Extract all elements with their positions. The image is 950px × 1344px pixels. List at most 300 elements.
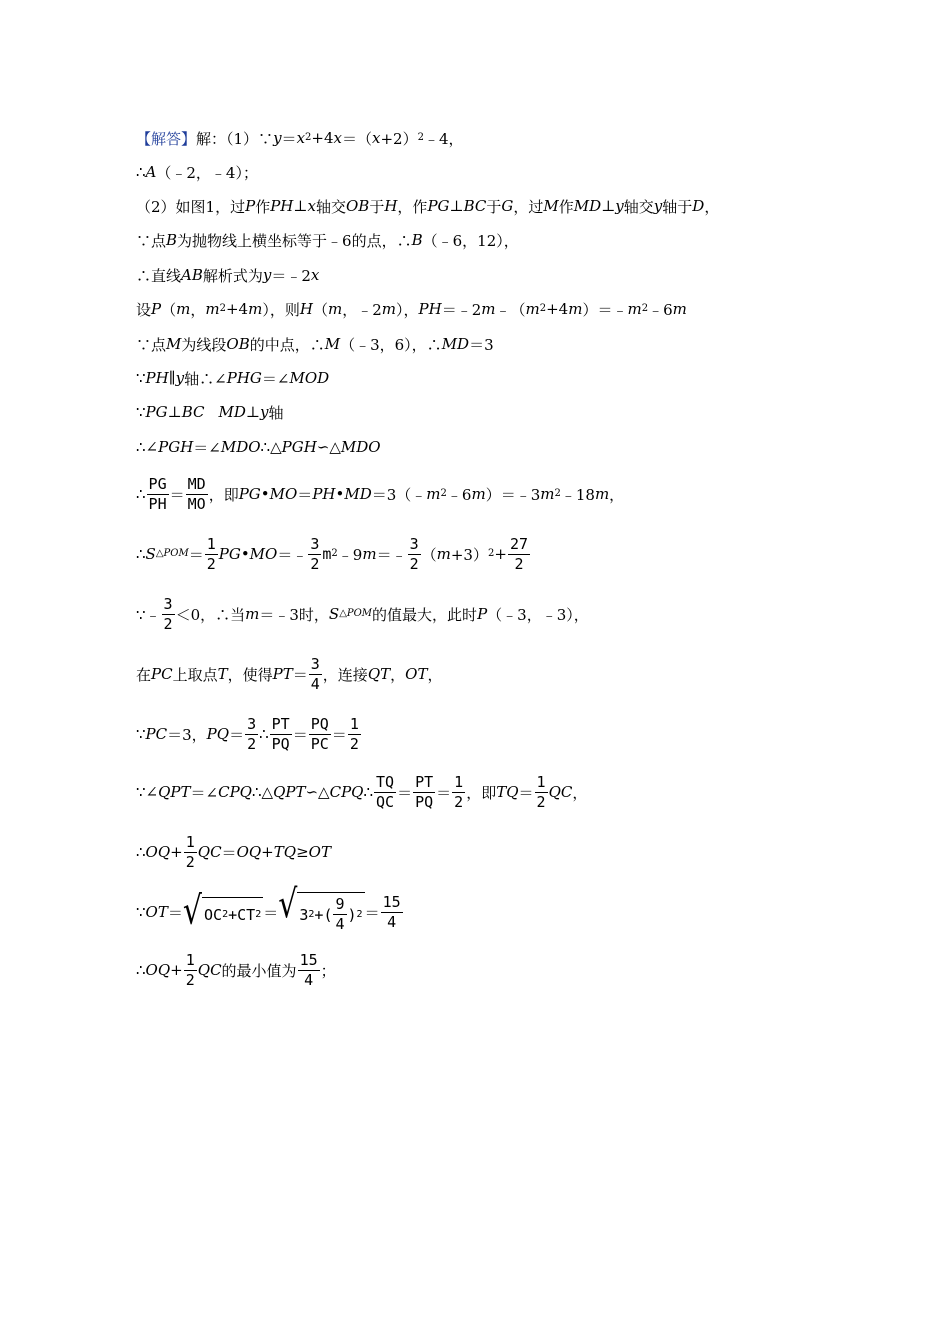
- text: ＝: [263, 903, 279, 922]
- text: 于: [369, 197, 385, 216]
- text: ＝: [297, 485, 313, 504]
- square-root: [278, 882, 364, 933]
- var: m: [362, 545, 377, 563]
- var: x: [310, 266, 320, 284]
- text: •: [260, 485, 270, 503]
- text: ＜0，∴当: [175, 605, 246, 624]
- var: S: [328, 605, 340, 623]
- var: x: [372, 129, 381, 147]
- var: OB: [345, 197, 370, 215]
- var: m: [594, 485, 610, 503]
- text: +: [170, 961, 183, 979]
- var: x: [333, 129, 342, 147]
- var: CPQ: [329, 783, 364, 801]
- numerator: MD: [187, 474, 206, 493]
- solution-line-4: [136, 220, 519, 260]
- var: MO: [249, 545, 278, 563]
- solution-line-12: ∴ S △POM ＝ $\frac{1}{2}$ PG • MO ＝﹣ $\frac{3}{2}$ m 2 ﹣9 m ＝﹣ $\frac{3}{2}$ （ m +3） 2 + $\frac{27}{2}$: [136, 534, 528, 573]
- text: 设: [136, 300, 152, 319]
- text: +(: [314, 905, 333, 924]
- denominator: PQ: [415, 792, 434, 811]
- text: •: [335, 485, 345, 503]
- var: m: [245, 605, 260, 623]
- numerator: 15: [382, 892, 401, 911]
- text: ＝﹣: [277, 545, 308, 564]
- numerator: 15: [299, 950, 318, 969]
- fraction: [184, 832, 197, 871]
- text: ，: [390, 665, 406, 684]
- text: 作: [255, 197, 271, 216]
- text: ): [347, 905, 357, 924]
- var: QC: [197, 961, 222, 979]
- denominator: PQ: [271, 734, 290, 753]
- var: M: [543, 197, 559, 215]
- var: TQ: [496, 783, 519, 801]
- numerator: PT: [415, 772, 434, 791]
- text: （﹣3，﹣3），: [487, 605, 589, 624]
- text: ∴△: [260, 438, 282, 456]
- text: ∴: [136, 961, 146, 979]
- text: ，﹣2: [342, 300, 382, 319]
- var: m: [436, 545, 451, 563]
- var: T: [217, 665, 228, 683]
- text: 为抛物线上横坐标等于﹣6的点，∴: [177, 231, 412, 250]
- var: CPQ: [218, 783, 252, 801]
- fraction: [508, 534, 530, 573]
- fraction: [162, 594, 175, 633]
- fraction: [348, 714, 361, 753]
- text: ∴: [136, 843, 146, 861]
- text: ﹣4，: [423, 129, 464, 148]
- denominator: 2: [206, 554, 216, 573]
- denominator: 4: [335, 915, 345, 933]
- fraction: [205, 534, 218, 573]
- text: ），则: [262, 300, 300, 319]
- var: B: [166, 231, 178, 249]
- text: （: [312, 300, 328, 319]
- numerator: 3: [310, 654, 320, 673]
- denominator: 2: [514, 554, 524, 573]
- fraction: [308, 534, 321, 573]
- var: m: [525, 300, 540, 318]
- var: PH: [145, 369, 169, 387]
- text: +: [261, 843, 274, 861]
- var: MD: [218, 403, 246, 421]
- text: ，即: [466, 783, 497, 802]
- denominator: QC: [376, 792, 395, 811]
- fraction: [535, 772, 548, 811]
- text: ＝3，: [167, 725, 207, 744]
- text: ），: [395, 300, 419, 319]
- text: ∴: [259, 725, 269, 743]
- text: +2）: [380, 129, 418, 148]
- var: MD: [573, 197, 602, 215]
- numerator: 3: [163, 594, 173, 613]
- denominator: 2: [185, 970, 195, 989]
- var: S: [145, 545, 156, 563]
- text: ＝﹣: [376, 545, 407, 564]
- radical-sign: √: [182, 888, 202, 935]
- numerator: 1: [349, 714, 359, 733]
- var: m: [672, 300, 687, 318]
- text: ＝﹣2: [441, 300, 482, 319]
- text: ＝∠: [261, 369, 290, 388]
- fraction: [245, 714, 258, 753]
- fraction: [408, 534, 421, 573]
- text: •: [240, 545, 250, 563]
- text: ＝∠: [190, 783, 219, 802]
- radical-sign: √: [278, 882, 298, 928]
- text: ∴: [363, 783, 374, 801]
- var: m: [248, 300, 263, 318]
- fraction: [270, 714, 292, 753]
- fraction: [298, 950, 320, 989]
- var: MDO: [220, 438, 261, 456]
- var: m: [426, 485, 441, 503]
- text: （2）如图1，过: [136, 197, 246, 216]
- var: P: [477, 605, 488, 623]
- var: m: [540, 485, 555, 503]
- text: ＝: [331, 725, 347, 744]
- var: QT: [367, 665, 391, 683]
- numerator: 1: [206, 534, 216, 553]
- text: （: [421, 545, 437, 564]
- text: ⊥: [293, 197, 308, 215]
- text: 作: [558, 197, 574, 216]
- text: ＝: [169, 485, 185, 504]
- solution-line-16: [136, 768, 587, 816]
- text: 轴∴∠: [184, 369, 227, 388]
- text: ，: [609, 485, 625, 504]
- text: ＝﹣2: [271, 266, 311, 285]
- denominator: 2: [536, 792, 546, 811]
- text: 的值最大，此时: [372, 605, 478, 624]
- denominator: 2: [163, 614, 173, 633]
- subscript: △POM: [339, 608, 373, 619]
- denominator: 4: [310, 674, 320, 693]
- text: ﹣9: [337, 545, 363, 564]
- fraction: [186, 474, 208, 513]
- text: ＝: [188, 545, 204, 564]
- numerator: 1: [536, 772, 546, 791]
- var: OB: [226, 335, 250, 353]
- fraction: [309, 714, 331, 753]
- var: P: [245, 197, 256, 215]
- text: ∥: [168, 369, 176, 387]
- solution-line-11: ∴ $\frac{PG}{PH}$ ＝ $\frac{MD}{MO}$ ，即 PG • MO ＝ PH • MD ＝3（﹣ m 2 ﹣6 m ）＝﹣3 m 2 ﹣18 m ，: [136, 474, 625, 513]
- denominator: 2: [409, 554, 419, 573]
- text: ∴: [136, 163, 146, 181]
- denominator: 2: [247, 734, 257, 753]
- var: m: [327, 300, 343, 318]
- var: QPT: [273, 783, 306, 801]
- text: 上取点: [172, 665, 218, 684]
- var: QPT: [158, 783, 191, 801]
- text: ⊥: [449, 197, 464, 215]
- text: 的中点，∴: [249, 335, 325, 354]
- text: ＝: [436, 783, 452, 802]
- var: B: [411, 231, 423, 249]
- solution-line-18: [136, 882, 404, 936]
- text: （: [161, 300, 177, 319]
- var: x: [296, 129, 306, 147]
- text: ﹣6: [648, 300, 673, 319]
- numerator: 1: [185, 832, 195, 851]
- text: ∵: [136, 369, 146, 387]
- var: OQ: [236, 843, 262, 861]
- text: ，连接: [322, 665, 368, 684]
- text: ∵: [136, 903, 146, 921]
- denominator: 4: [304, 970, 314, 989]
- numerator: PG: [148, 474, 167, 493]
- var: QC: [548, 783, 573, 801]
- var: y: [273, 129, 282, 147]
- text: ＝: [167, 903, 183, 922]
- text: ∵: [136, 725, 146, 743]
- var: OQ: [145, 961, 171, 979]
- var: TQ: [273, 843, 297, 861]
- solution-line-19: [136, 946, 336, 994]
- text: ＝: [292, 725, 308, 744]
- text: ；: [320, 961, 336, 980]
- text: ∵点: [136, 231, 167, 250]
- denominator: 2: [310, 554, 320, 573]
- numerator: TQ: [376, 772, 395, 791]
- text: +4: [311, 129, 334, 147]
- denominator: 4: [387, 912, 397, 931]
- text: ＝3: [469, 335, 494, 354]
- text: ）＝﹣: [582, 300, 628, 319]
- text: ＝: [364, 903, 380, 922]
- var: M: [324, 335, 341, 353]
- text: ＝（: [342, 129, 373, 148]
- text: ∴: [136, 545, 146, 563]
- var: PH: [312, 485, 336, 503]
- solution-header: 【解答】: [136, 129, 197, 148]
- fraction: [147, 474, 169, 513]
- text: ，作: [397, 197, 428, 216]
- text: ＝﹣3时，: [259, 605, 329, 624]
- text: ∴: [136, 485, 146, 503]
- solution-line-6: 设 P （ m ， m 2 +4 m ），则 H （ m ，﹣2 m ）， PH ＝﹣2 m ﹣（ m 2 +4 m ）＝﹣ m 2 ﹣6 m: [136, 300, 687, 319]
- text: m: [322, 545, 332, 563]
- fraction: [333, 897, 346, 932]
- fraction: [184, 950, 197, 989]
- var: OT: [145, 903, 168, 921]
- text: ⊥: [167, 403, 182, 421]
- fraction: [309, 654, 322, 693]
- text: ∴直线: [136, 266, 182, 285]
- text: ＝3（﹣: [371, 485, 427, 504]
- text: +4: [225, 300, 249, 318]
- var: PC: [145, 725, 168, 743]
- var: OQ: [145, 843, 171, 861]
- text: 在: [136, 665, 152, 684]
- radicand: OC 2 +CT 2: [202, 897, 263, 927]
- var: PH: [418, 300, 442, 318]
- text: ＝: [397, 783, 413, 802]
- var: P: [151, 300, 162, 318]
- var: PG: [427, 197, 450, 215]
- var: PHG: [226, 369, 262, 387]
- text: 解析式为: [202, 266, 263, 285]
- text: ，使得: [227, 665, 273, 684]
- var: m: [205, 300, 220, 318]
- text: 轴交: [623, 197, 654, 216]
- numerator: 9: [335, 895, 345, 913]
- var: PG: [238, 485, 261, 503]
- text: ）＝﹣3: [485, 485, 541, 504]
- text: ﹣18: [560, 485, 595, 504]
- var: PG: [145, 403, 168, 421]
- text: 为线段: [181, 335, 227, 354]
- numerator: 1: [454, 772, 464, 791]
- var: m: [471, 485, 486, 503]
- var: m: [568, 300, 583, 318]
- numerator: 27: [509, 534, 528, 553]
- denominator: 2: [454, 792, 464, 811]
- text: ∵∠: [136, 783, 159, 801]
- var: m: [481, 300, 496, 318]
- text: ≥: [296, 843, 309, 861]
- denominator: MO: [187, 494, 206, 513]
- text: ∴△: [251, 783, 274, 801]
- text: 于: [486, 197, 502, 216]
- var: MOD: [289, 369, 330, 387]
- numerator: 3: [409, 534, 419, 553]
- solution-line-13: [136, 590, 589, 638]
- var: AB: [181, 266, 203, 284]
- text: +4: [546, 300, 569, 318]
- denominator: 2: [349, 734, 359, 753]
- var: PGH: [281, 438, 317, 456]
- var: M: [166, 335, 182, 353]
- var: MD: [441, 335, 470, 353]
- solution-line-1: 【解答】 解：（1）∵ y ＝ x 2 +4 x ＝（ x +2） 2 ﹣4，: [136, 129, 464, 148]
- fraction: [381, 892, 403, 931]
- text: ∽△: [316, 438, 341, 456]
- var: m: [176, 300, 191, 318]
- solution-line-15: [136, 710, 362, 758]
- var: PGH: [158, 438, 194, 456]
- solution-line-17: [136, 828, 331, 876]
- var: m: [627, 300, 642, 318]
- text: ﹣6: [446, 485, 472, 504]
- text: 3: [299, 905, 309, 924]
- denominator: PC: [310, 734, 329, 753]
- numerator: 3: [310, 534, 320, 553]
- text: ，即: [208, 485, 239, 504]
- text: ，: [572, 783, 588, 802]
- text: 轴交: [315, 197, 346, 216]
- text: ＝: [229, 725, 245, 744]
- var: PT: [272, 665, 293, 683]
- text: ∵﹣: [136, 605, 161, 624]
- text: ，过: [513, 197, 544, 216]
- text: （﹣2，﹣4）；: [156, 163, 258, 182]
- fraction: [374, 772, 396, 811]
- var: QC: [197, 843, 222, 861]
- text: ＝: [221, 843, 237, 862]
- solution-line-10: [136, 427, 381, 467]
- radicand: 3 2 +( $\frac{9}{4}$ ) 2: [297, 892, 364, 932]
- var: PH: [270, 197, 294, 215]
- var: BC: [181, 403, 205, 421]
- text: 轴于: [662, 197, 693, 216]
- var: G: [501, 197, 514, 215]
- text: +CT: [228, 905, 256, 924]
- var: MO: [269, 485, 298, 503]
- text: +3）: [450, 545, 488, 564]
- var: PC: [151, 665, 173, 683]
- text: ﹣（: [495, 300, 526, 319]
- text: 的最小值为: [221, 961, 297, 980]
- text: +: [170, 843, 183, 861]
- text: （﹣3，6），∴: [340, 335, 442, 354]
- numerator: PQ: [310, 714, 329, 733]
- text: ，: [427, 665, 443, 684]
- text: ∵点: [136, 335, 167, 354]
- var: OT: [405, 665, 428, 683]
- var: y: [615, 197, 624, 215]
- text: （﹣6，12），: [422, 231, 519, 250]
- var: H: [384, 197, 398, 215]
- var: y: [260, 403, 269, 421]
- text: ＝∠: [193, 438, 221, 457]
- var: y: [175, 369, 185, 387]
- var: H: [299, 300, 313, 318]
- text: ∴∠: [136, 438, 159, 456]
- text: ，: [190, 300, 206, 319]
- text: 轴: [268, 403, 284, 422]
- var: y: [262, 266, 272, 284]
- solution-line-9: [136, 392, 284, 432]
- var: y: [653, 197, 663, 215]
- var: MD: [344, 485, 372, 503]
- solution-line-14: [136, 650, 442, 698]
- text: ，: [704, 197, 720, 216]
- denominator: PH: [148, 494, 167, 513]
- var: A: [145, 163, 157, 181]
- fraction: [413, 772, 435, 811]
- subscript: △POM: [155, 548, 189, 559]
- var: MDO: [340, 438, 381, 456]
- fraction: [452, 772, 465, 811]
- numerator: 1: [185, 950, 195, 969]
- text: 解：（1）∵: [196, 129, 274, 148]
- text: ∵: [136, 403, 146, 421]
- var: D: [692, 197, 705, 215]
- var: PQ: [206, 725, 230, 743]
- text: ＝: [292, 665, 308, 684]
- text: OC: [204, 905, 223, 924]
- var: m: [381, 300, 396, 318]
- text: ＝: [281, 129, 297, 148]
- text: ＝: [518, 783, 534, 802]
- var: x: [307, 197, 316, 215]
- text: ∽△: [305, 783, 330, 801]
- text: ⊥: [601, 197, 616, 215]
- numerator: 3: [247, 714, 257, 733]
- text: +: [494, 545, 507, 563]
- var: PG: [218, 545, 241, 563]
- denominator: 2: [185, 852, 195, 871]
- square-root: [182, 888, 263, 935]
- numerator: PT: [271, 714, 290, 733]
- text: ⊥: [245, 403, 261, 421]
- var: BC: [463, 197, 487, 215]
- var: OT: [308, 843, 331, 861]
